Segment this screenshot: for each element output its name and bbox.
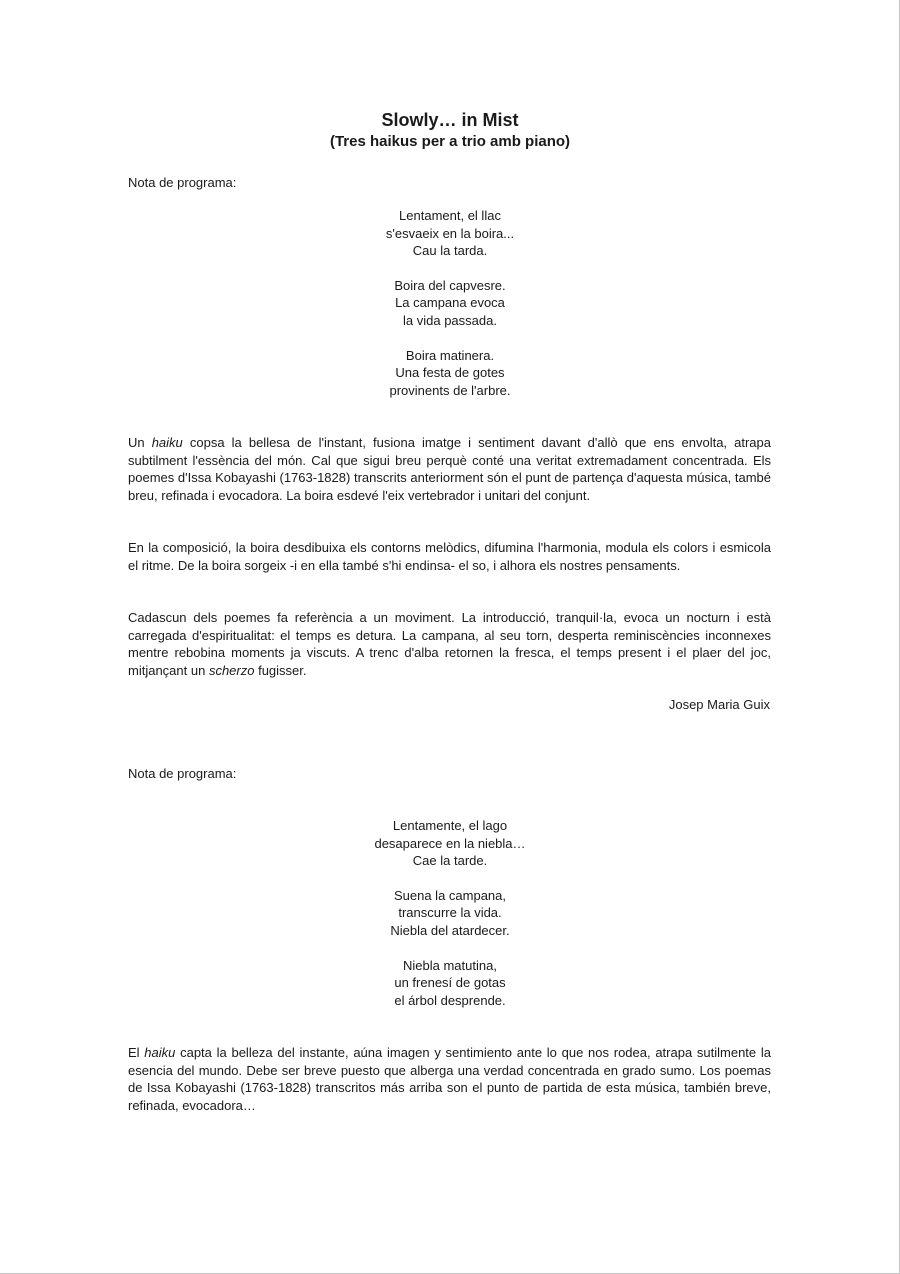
text-run: fugisser. [254, 662, 307, 678]
haiku-line: transcurre la vida. [398, 905, 502, 921]
haiku-stanza [300, 887, 600, 940]
haiku-line: el árbol desprende. [394, 992, 506, 1008]
haiku-stanza [300, 817, 600, 870]
catalan-haikus [300, 207, 600, 416]
text-run: Cadascun dels poemes fa referència a un moviment. La introducció, tranquil·la, evoca un nocturn i està carregada d'espiritualitat: el temps es detura. La campana, al seu torn, desperta reminiscències inconnexes mentre rebobina moments ja viscuts. A trenc d'alba retornen la fresca, el temps present i el plaer del joc, mitjançant un [128, 610, 771, 678]
text-run: Un [128, 435, 152, 450]
haiku-line: desaparece en la niebla… [374, 835, 526, 851]
haiku-line: La campana evoca [395, 295, 505, 311]
catalan-paragraph-1 [128, 434, 771, 504]
author-signature: Josep Maria Guix [668, 697, 770, 712]
emphasis-haiku: haiku [151, 435, 183, 450]
spanish-paragraph-1 [128, 1044, 771, 1114]
haiku-line: Suena la campana, [393, 887, 507, 903]
haiku-line: Lentamente, el lago [392, 818, 508, 833]
haiku-stanza [300, 277, 600, 330]
text-run: copsa la bellesa de l'instant, fusiona imatge i sentiment davant d'allò que ens envolta, atrapa subtilment l'essència del món. Cal que sigui breu perquè conté una veritat extremadament concentrada. Els poemes d'Issa Kobayashi (1763-1828) transcrits anteriorment són el punt de partença d'aquesta música, també breu, refinada i evocadora. La boira esdevé l'eix vertebrador i unitari del conjunt. [128, 435, 771, 503]
catalan-paragraph-2: En la composició, la boira desdibuixa els contorns melòdics, difumina l'harmonia, modula els colors i esmicola el ritme. De la boira sorgeix -i en ella també s'hi endinsa- el so, i alhora els nostres pensaments. [128, 540, 771, 573]
document-subtitle: (Tres haikus per a trio amb piano) [329, 133, 571, 150]
haiku-line: Cau la tarda. [412, 243, 488, 259]
haiku-line: s'esvaeix en la boira... [385, 225, 515, 241]
haiku-line: Cae la tarde. [412, 853, 488, 869]
catalan-paragraph-3 [128, 609, 771, 679]
emphasis-scherzo: scherzo [208, 662, 255, 678]
haiku-stanza [300, 207, 600, 260]
document-title: Slowly… in Mist [381, 110, 519, 130]
text-run: capta la belleza del instante, aúna imagen y sentimiento ante lo que nos rodea, atrapa sutilmente la esencia del mundo. Debe ser breve puesto que alberga una verdad concentrada en grado sumo. Los poemas de Issa Kobayashi (1763-1828) transcritos más arriba son el punto de partida de esta música, también breve, refinada, evocadora… [128, 1045, 771, 1113]
haiku-line: Niebla del atardecer. [390, 922, 510, 938]
spanish-haikus [300, 817, 600, 1026]
haiku-line: un frenesí de gotas [394, 975, 506, 991]
haiku-line: provinents de l'arbre. [389, 382, 511, 398]
haiku-line: Una festa de gotes [395, 365, 505, 381]
haiku-line: Boira del capvesre. [394, 277, 506, 293]
emphasis-haiku: haiku [144, 1045, 176, 1060]
spanish-program-note-label: Nota de programa: [128, 766, 237, 781]
haiku-line: Boira matinera. [405, 347, 495, 363]
haiku-line: Niebla matutina, [403, 957, 497, 973]
catalan-program-note-label: Nota de programa: [128, 175, 237, 190]
haiku-stanza [300, 347, 600, 400]
haiku-line: la vida passada. [403, 312, 497, 328]
text-run: El [128, 1045, 145, 1060]
haiku-line: Lentament, el llac [399, 208, 501, 223]
haiku-stanza [300, 957, 600, 1010]
